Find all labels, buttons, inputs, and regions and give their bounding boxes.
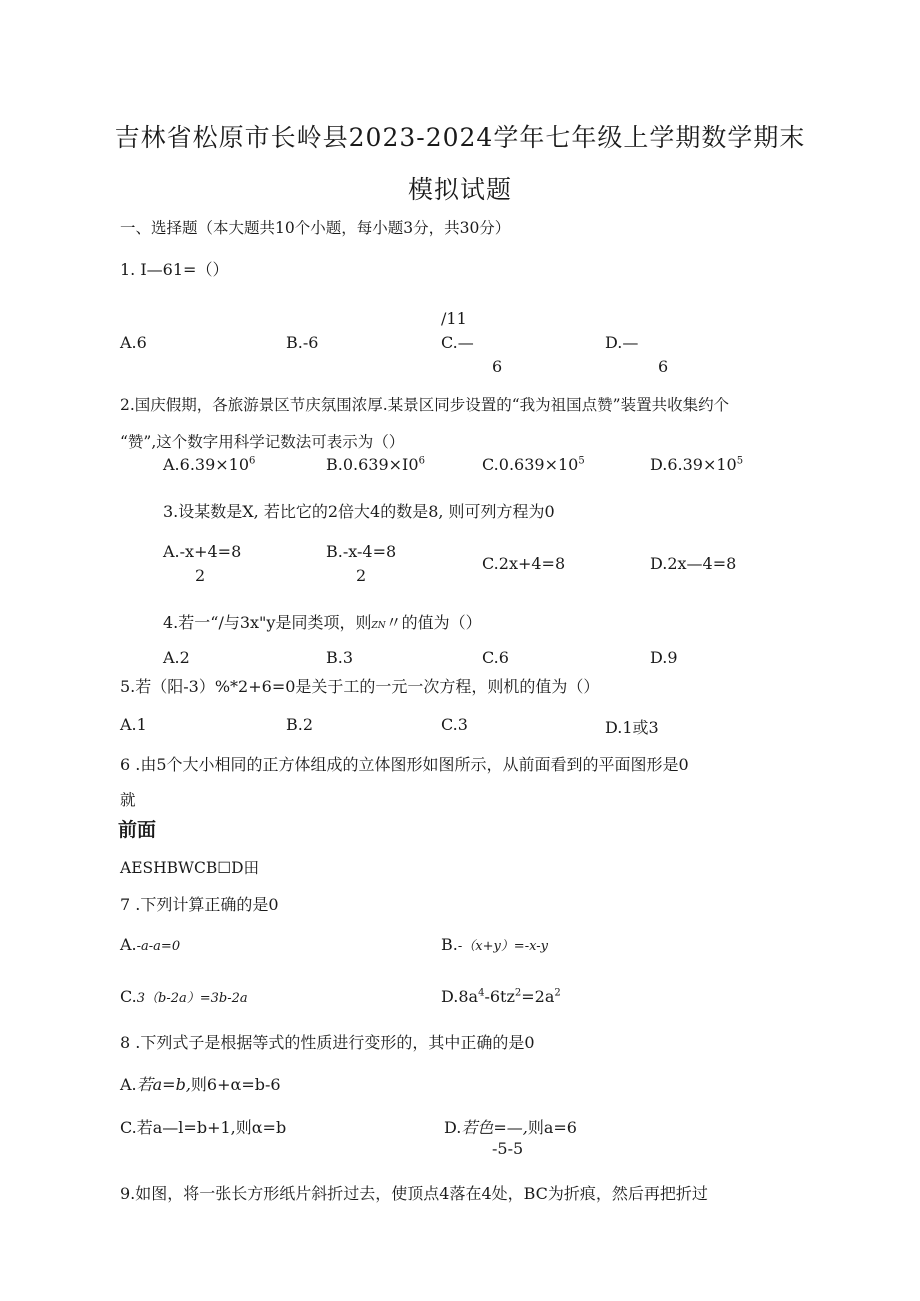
q9-stem: 9.如图，将一张长方形纸片斜折过去，使顶点4落在4处，BC为折痕，然后再把折过 bbox=[120, 1184, 708, 1203]
q5-stem: 5.若（阳-3）%*2+6=0是关于工的一元一次方程，则机的值为（） bbox=[120, 677, 600, 696]
q3-option-c: C.2x+4=8 bbox=[482, 554, 566, 573]
q8-option-d: D.若色=—,则a=6 bbox=[444, 1118, 577, 1137]
q6-options: AESHBWCB☐D田 bbox=[120, 859, 260, 877]
q1-option-a: A.6 bbox=[120, 333, 147, 352]
q1-option-b: B.-6 bbox=[286, 333, 319, 352]
q7-option-d: $D.8a^4-6tz^2=2a^2$ bbox=[441, 987, 561, 1006]
section-header: 一、选择题（本大题共10个小题，每小题3分，共30分） bbox=[120, 219, 511, 237]
q5-option-a: A.1 bbox=[120, 715, 147, 734]
q8-option-c: C.若a—l=b+1,则α=b bbox=[120, 1118, 287, 1137]
q1-d-denominator: 6 bbox=[658, 357, 669, 376]
page-title-line2: 模拟试题 bbox=[407, 175, 512, 204]
q8-option-a: A.若a=b,则6+α=b-6 bbox=[120, 1075, 281, 1094]
q4-option-a: A.2 bbox=[163, 648, 190, 667]
q1-stem: 1. I—61=（） bbox=[120, 260, 229, 279]
q2-option-d: $D.6.39\times 10^5$ bbox=[650, 455, 744, 474]
q3-a-denominator: 2 bbox=[195, 566, 206, 585]
q3-option-a: A.-x+4=8 bbox=[163, 542, 242, 561]
q4-option-b: B.3 bbox=[326, 648, 354, 667]
q1-option-c: C.— bbox=[441, 333, 474, 352]
q2-stem-line1: 2.国庆假期，各旅游景区节庆氛围浓厚.某景区同步设置的“我为祖国点赞”装置共收集约个 bbox=[120, 396, 730, 414]
q2-option-b: $B.0.639\times I0^6$ bbox=[326, 455, 425, 474]
q3-b-denominator: 2 bbox=[356, 566, 367, 585]
q5-option-c: C.3 bbox=[441, 715, 468, 734]
q1-c-denominator: 6 bbox=[492, 357, 503, 376]
q7-option-c: C.3（b-2a）=3b-2a bbox=[120, 987, 248, 1006]
q1-c-numerator: /11 bbox=[441, 309, 467, 328]
q5-option-d: D.1或3 bbox=[605, 718, 659, 737]
q2-stem-line2: “赞”,这个数字用科学记数法可表示为（） bbox=[120, 433, 405, 451]
q5-option-b: B.2 bbox=[286, 715, 314, 734]
q4-option-c: C.6 bbox=[482, 648, 509, 667]
q7-option-b: B.-（x+y）=-x-y bbox=[441, 935, 548, 954]
q2-option-a: $A.6.39\times 10^6$ bbox=[163, 455, 256, 474]
q6-front-label: 前面 bbox=[118, 819, 157, 841]
q3-option-b: B.-x-4=8 bbox=[326, 542, 397, 561]
q6-figure-label: 就 bbox=[120, 791, 136, 809]
q8-d-denominators: -5-5 bbox=[492, 1139, 524, 1158]
q6-stem: 6 .由5个大小相同的正方体组成的立体图形如图所示，从前面看到的平面图形是0 bbox=[120, 755, 689, 774]
q1-option-d: D.— bbox=[605, 333, 639, 352]
q2-option-c: $C.0.639\times 10^5$ bbox=[482, 455, 585, 474]
q4-stem: 4.若一“/与3x"y是同类项，则ZN〃的值为（） bbox=[163, 613, 482, 632]
q8-stem: 8 .下列式子是根据等式的性质进行变形的，其中正确的是0 bbox=[120, 1033, 535, 1052]
q3-option-d: D.2x—4=8 bbox=[650, 554, 737, 573]
page-title-line1: 吉林省松原市长岭县2023-2024学年七年级上学期数学期末 bbox=[114, 123, 806, 152]
q4-option-d: D.9 bbox=[650, 648, 678, 667]
q7-option-a: A.-a-a=0 bbox=[120, 935, 181, 954]
q7-stem: 7 .下列计算正确的是0 bbox=[120, 895, 279, 914]
q3-stem: 3.设某数是X, 若比它的2倍大4的数是8, 则可列方程为0 bbox=[163, 502, 555, 521]
